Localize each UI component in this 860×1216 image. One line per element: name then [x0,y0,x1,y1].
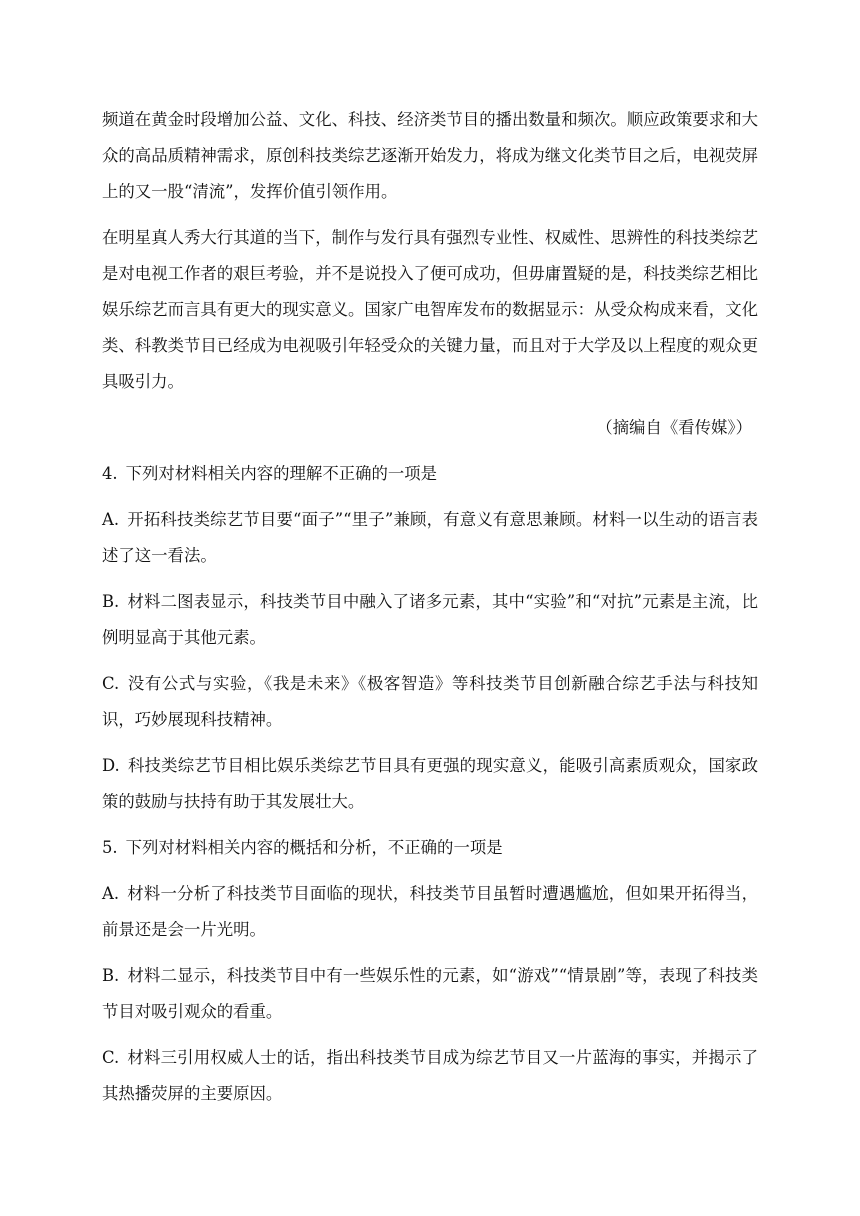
question-5-number: 5. [102,838,118,857]
question-5 [102,830,758,1112]
option-label: B. [102,966,120,985]
question-4-stem [102,456,758,492]
question-4 [102,456,758,820]
question-5-option-b [102,958,758,1030]
option-text: 科技类综艺节目相比娱乐类综艺节目具有更强的现实意义，能吸引高素质观众，国家政策的鼓励与扶持有助于其发展壮大。 [102,756,758,811]
option-text: 开拓科技类综艺节目要“面子”“里子”兼顾，有意义有意思兼顾。材料一以生动的语言表述了这一看法。 [102,510,758,565]
option-label: B. [102,592,120,611]
option-label: C. [102,674,120,693]
option-text: 材料三引用权威人士的话，指出科技类节目成为综艺节目又一片蓝海的事实，并揭示了其热播荧屏的主要原因。 [102,1048,758,1103]
question-4-option-b [102,584,758,656]
question-4-option-a [102,502,758,574]
question-4-option-c [102,666,758,738]
option-label: D. [102,756,120,775]
option-text: 材料二显示，科技类节目中有一些娱乐性的元素，如“游戏”“情景剧”等，表现了科技类节目对吸引观众的看重。 [102,966,758,1021]
question-4-text: 下列对材料相关内容的理解不正确的一项是 [125,464,438,483]
passage-source: （摘编自《看传媒》） [596,418,752,437]
option-label: A. [102,884,120,903]
question-5-stem [102,830,758,866]
option-label: C. [102,1048,120,1067]
option-text: 没有公式与实验，《我是未来》《极客智造》等科技类节目创新融合综艺手法与科技知识，巧妙展现科技精神。 [102,674,758,729]
passage-paragraph-2: 在明星真人秀大行其道的当下，制作与发行具有强烈专业性、权威性、思辨性的科技类综艺是对电视工作者的艰巨考验，并不是说投入了便可成功，但毋庸置疑的是，科技类综艺相比娱乐综艺而言具有更大的现实意义。国家广电智库发布的数据显示：从受众构成来看，文化类、科教类节目已经成为电视吸引年轻受众的关键力量，而且对于大学及以上程度的观众更具吸引力。 [102,228,758,391]
question-4-number: 4. [102,464,118,483]
question-4-option-d [102,748,758,820]
option-text: 材料二图表显示，科技类节目中融入了诸多元素，其中“实验”和“对抗”元素是主流，比例明显高于其他元素。 [102,592,758,647]
question-5-option-c [102,1040,758,1112]
document-page [102,102,758,1122]
passage-paragraph-1: 频道在黄金时段增加公益、文化、科技、经济类节目的播出数量和频次。顺应政策要求和大众的高品质精神需求，原创科技类综艺逐渐开始发力，将成为继文化类节目之后，电视荧屏上的又一股“清流”，发挥价值引领作用。 [102,110,758,201]
question-5-text: 下列对材料相关内容的概括和分析，不正确的一项是 [125,838,503,857]
question-5-option-a [102,876,758,948]
option-label: A. [102,510,120,529]
option-text: 材料一分析了科技类节目面临的现状，科技类节目虽暂时遭遇尴尬，但如果开拓得当，前景还是会一片光明。 [102,884,758,939]
